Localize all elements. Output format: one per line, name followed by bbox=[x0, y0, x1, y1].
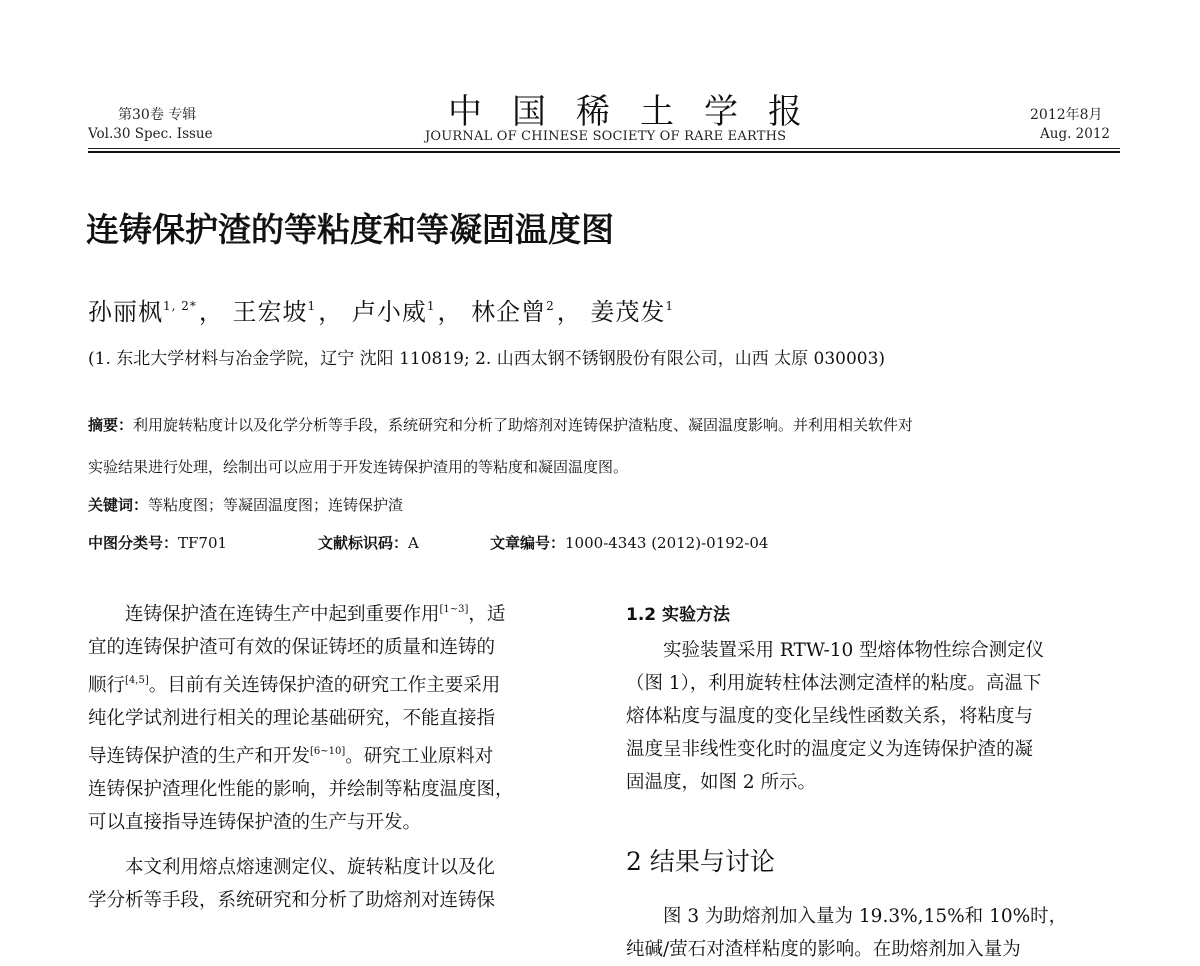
body-line: 宜的连铸保护渣可有效的保证铸坯的质量和连铸的 bbox=[88, 637, 496, 658]
body-line: 学分析等手段，系统研究和分析了助熔剂对连铸保 bbox=[88, 890, 496, 911]
author-name: 姜茂发 bbox=[590, 298, 666, 326]
body-line: 顺行[4,5]。目前有关连铸保护渣的研究工作主要采用 bbox=[88, 675, 501, 696]
abstract-line-2: 实验结果进行处理，绘制出可以应用于开发连铸保护渣用的等粘度和凝固温度图。 bbox=[88, 458, 629, 476]
body-line: 导连铸保护渣的生产和开发[6~10]。研究工业原料对 bbox=[88, 746, 494, 767]
body-line: 可以直接指导连铸保护渣的生产与开发。 bbox=[88, 812, 422, 833]
section-heading: 2 结果与讨论 bbox=[626, 847, 775, 876]
body-line: 本文利用熔点熔速测定仪、旋转粘度计以及化 bbox=[125, 857, 496, 878]
date-en: Aug. 2012 bbox=[1040, 126, 1111, 142]
abstract-label: 摘要： bbox=[88, 416, 134, 434]
author-affil-mark: 1 bbox=[665, 299, 675, 313]
body-line: 连铸保护渣理化性能的影响，并绘制等粘度温度图， bbox=[88, 779, 514, 800]
keywords-text: 等粘度图；等凝固温度图；连铸保护渣 bbox=[148, 496, 404, 514]
keywords-label: 关键词： bbox=[88, 496, 149, 514]
body-line: 熔体粘度与温度的变化呈线性函数关系，将粘度与 bbox=[626, 706, 1034, 727]
citation: [4,5] bbox=[125, 675, 149, 686]
doc-code bbox=[318, 532, 419, 553]
author-affil-mark: 1 bbox=[426, 299, 436, 313]
doc-code-label: 文献标识码： bbox=[318, 534, 409, 552]
volume-cn: 第30卷 专辑 bbox=[118, 107, 197, 123]
doc-code-value: A bbox=[408, 534, 419, 552]
clc-value: TF701 bbox=[178, 534, 228, 552]
article-no-label: 文章编号： bbox=[490, 534, 566, 552]
body-line: 固温度，如图 2 所示。 bbox=[626, 772, 817, 793]
author-affil-mark: 2 bbox=[546, 299, 555, 313]
abstract-line-1 bbox=[88, 414, 913, 435]
journal-title-cn: 中国稀土学报 bbox=[448, 92, 832, 132]
right-column-section bbox=[626, 900, 1120, 966]
left-column bbox=[88, 593, 583, 917]
abstract-text: 利用旋转粘度计以及化学分析等手段，系统研究和分析了助熔剂对连铸保护渣粘度、凝固温度影响。并利用相关软件对 bbox=[133, 416, 914, 434]
article-number bbox=[490, 532, 768, 553]
date-cn: 2012年8月 bbox=[1030, 107, 1103, 123]
article-title: 连铸保护渣的等粘度和等凝固温度图 bbox=[86, 210, 614, 249]
clc-label: 中图分类号： bbox=[88, 534, 179, 552]
author-name: 林企曾 bbox=[471, 298, 547, 326]
body-line: 图 3 为助熔剂加入量为 19.3%,15%和 10%时， bbox=[663, 906, 1068, 927]
right-column bbox=[626, 634, 1120, 799]
header-rule-thick bbox=[88, 151, 1120, 153]
body-line: 连铸保护渣在连铸生产中起到重要作用[1~3]，适 bbox=[125, 604, 506, 625]
citation: [1~3] bbox=[439, 604, 469, 615]
body-line: （图 1），利用旋转柱体法测定渣样的粘度。高温下 bbox=[626, 673, 1042, 694]
subsection-heading: 1.2 实验方法 bbox=[626, 605, 731, 625]
body-line: 实验装置采用 RTW-10 型熔体物性综合测定仪 bbox=[663, 640, 1045, 661]
affiliation: (1. 东北大学材料与冶金学院，辽宁 沈阳 110819; 2. 山西太钢不锈钢股份有限公司，山西 太原 030003) bbox=[88, 349, 886, 369]
citation: [6~10] bbox=[310, 746, 346, 757]
author-list: 孙丽枫$^{1, 2*}$， 王宏坡$^1$， 卢小威$^1$， 林企曾$^2$， 姜茂发$^1$ bbox=[88, 298, 675, 326]
author-name: 王宏坡 bbox=[232, 298, 308, 326]
keywords bbox=[88, 494, 403, 515]
article-no-value: 1000-4343 (2012)-0192-04 bbox=[565, 534, 769, 552]
author-affil-mark: 1 bbox=[307, 299, 317, 313]
body-line: 纯化学试剂进行相关的理论基础研究，不能直接指 bbox=[88, 708, 496, 729]
body-line: 纯碱/萤石对渣样粘度的影响。在助熔剂加入量为 bbox=[626, 939, 1021, 960]
author-name: 孙丽枫 bbox=[88, 298, 163, 326]
volume-en: Vol.30 Spec. Issue bbox=[88, 126, 213, 142]
author-affil-mark: 1, 2* bbox=[163, 299, 197, 313]
header-rule-thin bbox=[88, 148, 1120, 149]
classification-line bbox=[88, 532, 227, 553]
body-line: 温度呈非线性变化时的温度定义为连铸保护渣的凝 bbox=[626, 739, 1034, 760]
author-name: 卢小威 bbox=[351, 298, 427, 326]
journal-title-en: JOURNAL OF CHINESE SOCIETY OF RARE EARTHS bbox=[425, 129, 787, 144]
